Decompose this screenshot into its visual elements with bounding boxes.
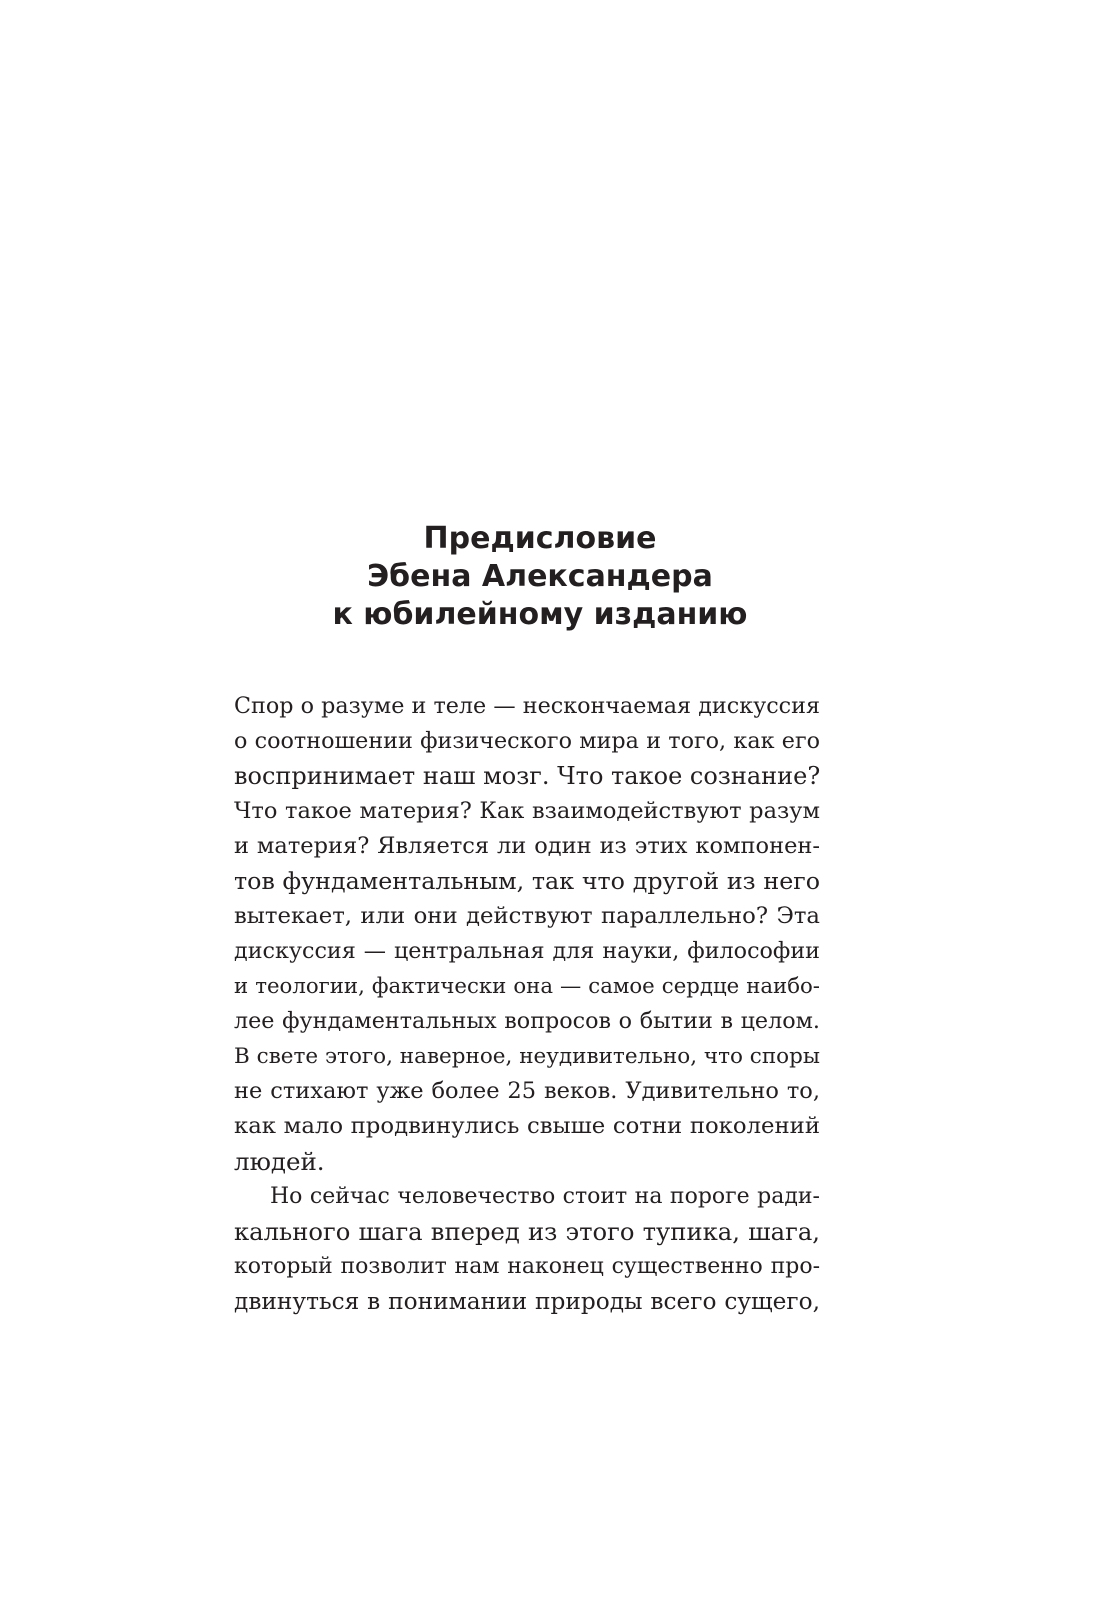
text-line: как мало продвинулись свыше сотни поколений (234, 1113, 820, 1139)
text-line: Спор о разуме и теле — нескончаемая дискуссия (234, 693, 820, 719)
text-line: тов фундаментальным, так что другой из него (234, 867, 820, 895)
text-line: не стихают уже более 25 веков. Удивительно то, (234, 1078, 820, 1104)
text-line: и материя? Является ли один из этих компонен- (234, 833, 820, 859)
paragraph (234, 689, 820, 1179)
text-line: и теологии, фактически она — самое сердце наибо- (234, 974, 820, 999)
text-line: Но сейчас человечество стоит на пороге ради- (270, 1184, 820, 1209)
text-line: В свете этого, наверное, неудивительно, что споры (234, 1044, 820, 1069)
text-line: который позволит нам наконец существенно про- (234, 1254, 820, 1279)
chapter-title-line: к юбилейному изданию (332, 597, 748, 632)
chapter-title-line: Предисловие (423, 521, 657, 556)
text-line: лее фундаментальных вопросов о бытии в целом. (234, 1008, 820, 1034)
text-line: Что такое материя? Как взаимодействуют разум (234, 798, 820, 824)
text-line: о соотношении физического мира и того, как его (234, 728, 820, 754)
chapter-title-line: Эбена Александера (367, 559, 713, 594)
chapter-title (160, 520, 920, 634)
body-text (234, 689, 820, 1319)
text-line: воспринимает наш мозг. Что такое сознание? (234, 762, 821, 790)
text-line: вытекает, или они действуют параллельно? Эта (234, 903, 820, 929)
text-line: людей. (234, 1147, 325, 1176)
text-line: кального шага вперед из этого тупика, шага, (234, 1217, 820, 1246)
text-line: двинуться в понимании природы всего сущего, (234, 1288, 820, 1315)
paragraph (234, 1179, 820, 1319)
text-line: дискуссия — центральная для науки, философии (234, 938, 820, 964)
